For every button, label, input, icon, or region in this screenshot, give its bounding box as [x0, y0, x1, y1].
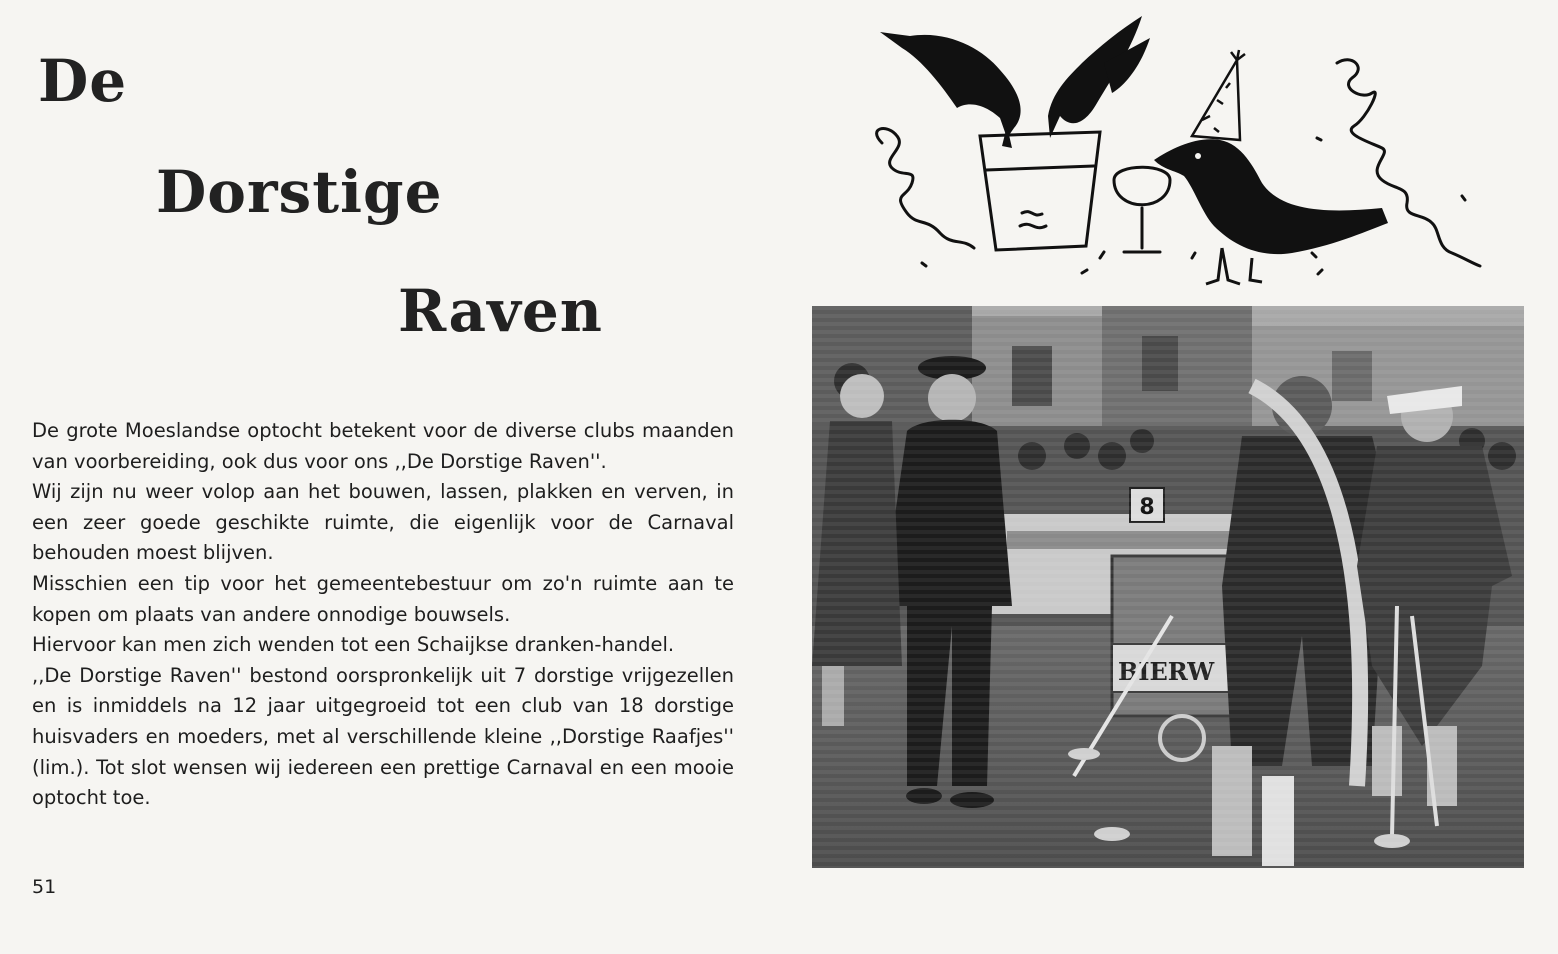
- article-body: [32, 416, 734, 814]
- ravens-cartoon-illustration: [862, 8, 1482, 294]
- page-number: 51: [32, 876, 57, 898]
- title-word-dorstige: Dorstige: [156, 158, 443, 226]
- article-paragraph: Misschien een tip voor het gemeentebestuur om zo'n ruimte aan te kopen om plaats van andere onnodige bouwsels.: [32, 571, 734, 626]
- article-paragraph: Hiervoor kan men zich wenden tot een Schaijkse dranken-handel.: [32, 633, 675, 657]
- article-paragraph: ,,De Dorstige Raven'' bestond oorspronkelijk uit 7 dorstige vrijgezellen en is inmiddels na 12 jaar uitgegroeid tot een club van 18 dorstige huisvaders en moeders, met al verschillende kleine ,,Dorstige Raafjes'' (lim.). Tot slot wensen wij iedereen een prettige Carnaval en een mooie optocht toe.: [32, 663, 734, 810]
- title-word-de: De: [38, 47, 128, 115]
- parade-photo: [812, 306, 1524, 868]
- title-word-raven: Raven: [398, 277, 603, 345]
- article-paragraph: De grote Moeslandse optocht betekent voor de diverse clubs maanden van voorbereiding, ook dus voor ons ,,De Dorstige Raven''.: [32, 419, 734, 473]
- article-paragraph: Wij zijn nu weer volop aan het bouwen, lassen, plakken en verven, in een zeer goede geschikte ruimte, die eigenlijk voor de Carnaval behouden moest blijven.: [32, 480, 734, 565]
